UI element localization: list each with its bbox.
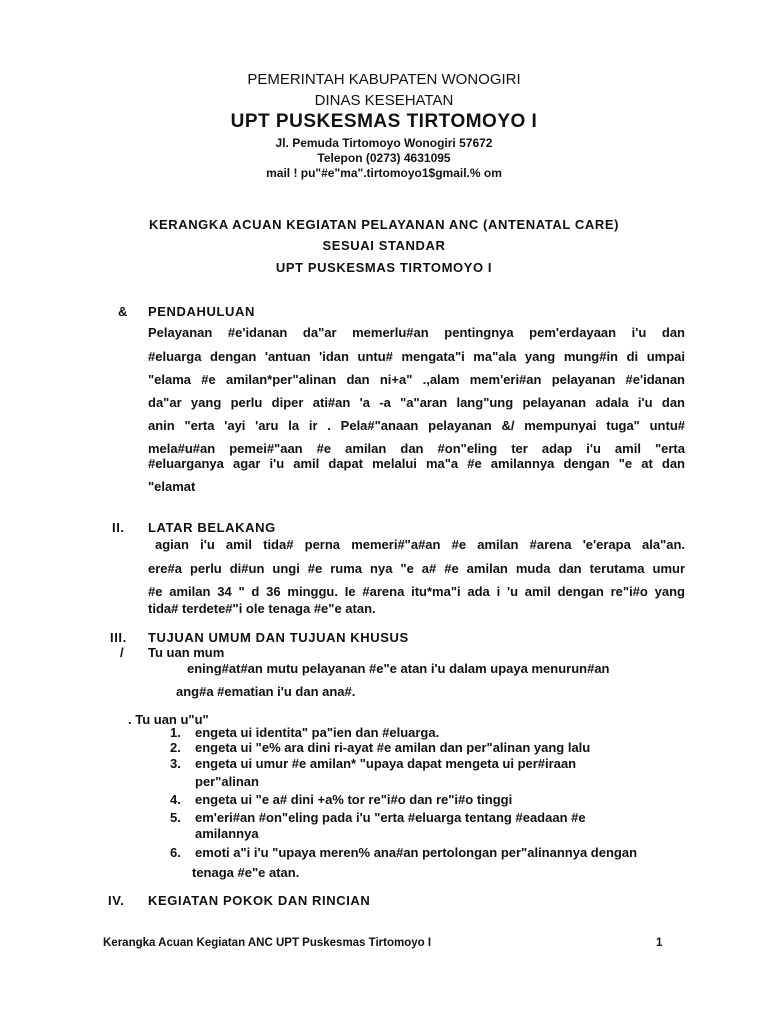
section-2-line: ere#a perlu di#un ungi #e ruma nya "e a# #e amilan muda dan terutama umur — [148, 561, 685, 576]
section-3-heading: TUJUAN UMUM DAN TUJUAN KHUSUS — [148, 630, 409, 645]
section-1-number: & — [118, 304, 128, 319]
header-email: mail ! pu"#e"ma".tirtomoyo1$gmail.% om — [266, 166, 502, 180]
section-2-number: II. — [112, 520, 125, 535]
section-4-number: IV. — [108, 893, 125, 908]
list-item-continuation: tenaga #e"e atan. — [192, 865, 300, 880]
list-item-continuation: amilannya — [195, 826, 259, 841]
list-item: engeta ui umur #e amilan* "upaya dapat mengeta ui per#iraan — [195, 756, 577, 771]
section-1-line: "elama #e amilan*per"alinan dan ni+a" .,alam mem'eri#an pelayanan #e'idanan — [148, 372, 685, 387]
section-1-line: #eluarganya agar i'u amil dapat melalui ma"a #e amilannya dengan "e at dan — [148, 456, 685, 471]
document-title-line-3: UPT PUSKESMAS TIRTOMOYO I — [275, 260, 493, 275]
subsection-a-line: ang#a #ematian i'u dan ana#. — [176, 684, 356, 699]
list-item-number: 6. — [170, 845, 181, 860]
section-2-line: #e amilan 34 " d 36 minggu. Ie #arena itu*ma"i ada i 'u amil dengan re"i#o yang — [148, 584, 685, 599]
list-item-number: 1. — [170, 725, 181, 740]
section-1-line: da"ar yang perlu diper ati#an 'a -a "a"aran lang"ung pelayanan adala i'u dan — [148, 395, 685, 410]
list-item-continuation: per"alinan — [195, 774, 259, 789]
list-item: engeta ui "e a# dini +a% tor re"i#o dan re"i#o tinggi — [195, 792, 513, 807]
section-1-line: mela#u#an pemei#"aan #e amilan dan #on"eling ter adap i'u amil "erta — [148, 441, 685, 456]
section-2-heading: LATAR BELAKANG — [148, 520, 276, 535]
header-organization: UPT PUSKESMAS TIRTOMOYO I — [230, 111, 538, 132]
subsection-a-line: ening#at#an mutu pelayanan #e"e atan i'u dalam upaya menurun#an — [187, 661, 610, 676]
section-1-heading: PENDAHULUAN — [148, 304, 255, 319]
subsection-b-label: . Tu uan u"u" — [128, 712, 209, 727]
page-number: 1 — [656, 937, 663, 949]
subsection-a-label: Tu uan mum — [148, 645, 225, 660]
section-2-line: agian i'u amil tida# perna memeri#"a#an #e amilan #arena 'e'erapa ala"an. — [155, 537, 685, 552]
list-item-number: 4. — [170, 792, 181, 807]
list-item-number: 3. — [170, 756, 181, 771]
section-4-heading: KEGIATAN POKOK DAN RINCIAN — [148, 893, 371, 908]
section-3-number: III. — [110, 630, 127, 645]
list-item-number: 5. — [170, 810, 181, 825]
header-government: PEMERINTAH KABUPATEN WONOGIRI — [247, 71, 521, 88]
list-item: em'eri#an #on"eling pada i'u "erta #eluarga tentang #eadaan #e — [195, 810, 586, 825]
list-item: engeta ui "e% ara dini ri-ayat #e amilan dan per"alinan yang lalu — [195, 740, 591, 755]
header-phone: Telepon (0273) 4631095 — [317, 151, 451, 165]
section-1-line: #eluarga dengan 'antuan 'idan untu# mengata"i ma"ala yang mung#in di umpai — [148, 349, 685, 364]
section-2-line: tida# terdete#"i ole tenaga #e"e atan. — [148, 601, 376, 616]
header-address: Jl. Pemuda Tirtomoyo Wonogiri 57672 — [275, 136, 493, 150]
footer-text: Kerangka Acuan Kegiatan ANC UPT Puskesmas Tirtomoyo I — [103, 937, 432, 949]
list-item: emoti a"i i'u "upaya meren% ana#an pertolongan per"alinannya dengan — [195, 845, 638, 860]
list-item: engeta ui identita" pa"ien dan #eluarga. — [195, 725, 440, 740]
section-1-line: anin "erta 'ayi 'aru la ir . Pela#"anaan pelayanan &/ mempunyai tuga" untu# — [148, 418, 685, 433]
document-title-line-1: KERANGKA ACUAN KEGIATAN PELAYANAN ANC (ANTENATAL CARE) — [148, 217, 620, 232]
list-item-number: 2. — [170, 740, 181, 755]
header-department: DINAS KESEHATAN — [314, 92, 454, 109]
document-title-line-2: SESUAI STANDAR — [322, 238, 446, 253]
subsection-a-number: / — [120, 645, 124, 660]
section-1-line: Pelayanan #e'idanan da"ar memerlu#an pentingnya pem'erdayaan i'u dan — [148, 325, 685, 340]
section-1-line: "elamat — [148, 479, 196, 494]
